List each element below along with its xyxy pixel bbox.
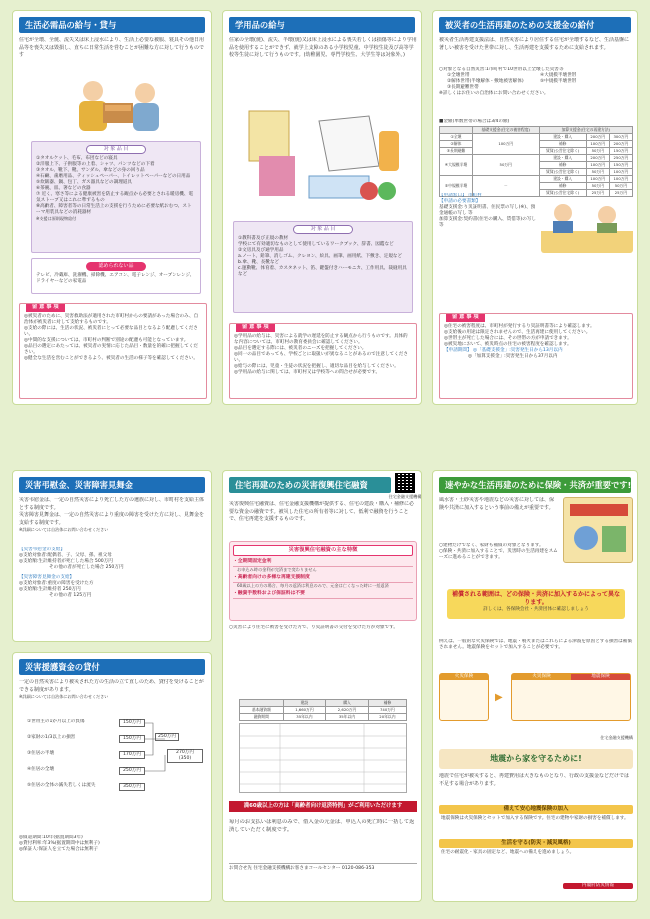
- item-1-detail: 学校にて有効適切なものとして使用しているワークブック、辞書、図鑑など: [238, 241, 394, 247]
- amount-table: 基礎支援金(住宅の被害程度) 加算支援金(住宅の再建方法) ①全壊 100万円 建設・購入 200万円 300万円 ②解体 補修 100万円 200万円 ③長期避難 賃貸(公営住宅除く) 50万円 150万円 ④大規模半壊 50万円 建設・購入 200万円 250万円 補修 100万円 150万円 賃貸(公営住宅除く) 50万円 100万円 ⑤中規模半壊 － 建設・購入 100万円 100万円 補修 50万円 50万円 賃貸(公営住宅除く) 25万円 25万円: [439, 126, 633, 197]
- example-body: 例えば、一般的な火災保険では、地震・噴火またはこれらによる津波を原因とする損害は補償されません。地震保険をセットで加入することが必要です。: [439, 639, 632, 651]
- loan-row-2: ②家財の1/3以上の損害: [27, 735, 76, 740]
- table-row: 補修 100万円 150万円: [440, 162, 633, 169]
- earthquake-insurance-label: 地震保険: [571, 674, 630, 680]
- section-2-body: 住宅の耐震化・家具の固定など、地震への備えを進めましょう。: [441, 850, 575, 856]
- earthquake-section-2: [439, 839, 633, 858]
- intro-section: [19, 497, 207, 533]
- item-4: ④石鹸、歯磨用品、ティッシュペーパー、トイレットペーパーなどの日用品: [36, 173, 191, 179]
- loan-table: 建設 購入 補修 基本融資額 1,660万円 2,620万円 740万円 融資期間 35年以内 35年以内 20年以内: [239, 699, 407, 721]
- not-accepted-text: テレビ、冷蔵庫、洗濯機、掃除機、エアコン、電子レンジ、オーブンレンジ、ドライヤーなどの家電品: [36, 272, 195, 284]
- feature-2-sub: 60歳以上の方の場合、毎月の返済は利息のみで、元金は亡くなった時に一括返済: [237, 583, 389, 589]
- panel-housing-loan: [222, 470, 422, 902]
- not-accepted-box: [31, 258, 201, 294]
- loan-conditions: [19, 835, 207, 895]
- loan-amount-2: 150万円: [119, 735, 145, 743]
- note-3: ◎同一の品目であっても、学校ごとに取扱いが異なることがあるので注意してください。: [234, 352, 408, 364]
- item-5: ⑤炊飯器、鍋、包丁、ガス器具などの調理道具: [36, 179, 132, 185]
- insurance-points: [439, 543, 559, 561]
- item-2b: b.傘、靴、長靴など: [238, 259, 280, 265]
- injury-item-2: ◎支給額:生計維持者 250万円: [19, 587, 81, 593]
- section-2-header: 生活を守る(防災・減災風格): [439, 839, 633, 848]
- target-2: ②解体世帯(半壊解体・敷地被害解体): [447, 79, 524, 85]
- application-section: [439, 193, 539, 243]
- section-1-header: 備えて安心地震保険の加入: [439, 805, 633, 814]
- item-3: ③タオル、靴下、靴、サンダル、傘などの身の回り品: [36, 167, 145, 173]
- panel-title: 被災者の生活再建のための支援金の給付: [439, 17, 631, 33]
- point-1: ○建物だけでなく、家財も補償の対象となります。: [439, 543, 544, 548]
- qr-code-icon[interactable]: [395, 473, 415, 493]
- table-row: 基本融資額 1,660万円 2,620万円 740万円: [240, 707, 407, 714]
- panel-school-supplies: [222, 10, 422, 405]
- illustration-insurance-poster: [563, 497, 633, 563]
- table-row: ③長期避難 賃貸(公営住宅除く) 50万円 150万円: [440, 148, 633, 155]
- table-row: 賃貸(公営住宅除く) 50万円 100万円: [440, 169, 633, 176]
- target-items-header: 対 象 品 目: [293, 225, 353, 234]
- item-6: ⑥茶碗、皿、箸などの食器: [36, 185, 91, 191]
- table-row: ④大規模半壊 50万円 建設・購入 200万円 250万円: [440, 155, 633, 162]
- notes-box: [229, 323, 417, 399]
- illustration-delivery: [53, 73, 173, 135]
- panel-title: 災害援護資金の貸付: [19, 659, 205, 675]
- disaster-info-link[interactable]: 内閣府防災情報: [563, 883, 633, 889]
- table-row: ①全壊 100万円 建設・購入 200万円 300万円: [440, 134, 633, 141]
- apply-window: 【申請窓口】 市町村: [439, 193, 482, 198]
- injury-item-3: その他の者 125万円: [49, 593, 92, 599]
- eligibility-note: ○災害により住宅に被害を受けた方で、り災証明書の交付を受けた方が対象です。: [229, 625, 398, 630]
- intro-section: [19, 679, 207, 700]
- target-note: ※詳しくはお住いの自治体にお問い合わせください。: [439, 91, 549, 97]
- section-1-body: 地震保険は火災保険とセットで加入する保険です。住宅の建物や家財の損害を補償します。: [441, 816, 629, 822]
- notes-badge: 留 意 事 項: [446, 313, 485, 322]
- contact-info: お問合せ先 住宅金融支援機構お客さまコールセンター 0120-086-353: [229, 863, 417, 872]
- panel-title: 住宅再建のための災害復興住宅融資: [229, 477, 391, 493]
- condition-2: ◎貸付利率:年3%(据置期間中は無利子): [19, 841, 100, 847]
- docs-header: 【申請の必要書類】: [439, 199, 481, 205]
- earthquake-section-1: [439, 805, 633, 824]
- panel-condolence-money: [12, 470, 212, 642]
- target-items-header: 対 象 品 目: [86, 145, 146, 154]
- feature-1-sub: お申込み時の金利が完済まで変わりません: [237, 567, 317, 573]
- intro-text: 風水害・土砂災害や地震などの災害に対しては、保険や共済に加入するという事前の備えが重要です。: [439, 497, 555, 511]
- target-3: ③長期避難世帯: [447, 85, 479, 91]
- doc-1: 基礎支援金:り災証明書、住民票の写し(※)、預金通帳の写し 等: [439, 205, 536, 217]
- injury-header: 【災害障害見舞金の支給】: [19, 575, 75, 581]
- loan-row-4: ④住居の全壊: [27, 767, 55, 772]
- item-7: ⑦ 近く、寒さ等による健康被害を防止する観点から必要とされる暖房機、電気ストーブ又はこれに準ずるもの: [36, 191, 194, 204]
- period-basic: ◎「基礎支援金」:災害発生日から13月以内: [473, 348, 563, 354]
- feature-2: ・高齢者向けの多様な再建支援制度: [233, 574, 413, 583]
- features-header: 災害復興住宅融資の主な特徴: [233, 545, 413, 556]
- table-row: 融資期間 35年以内 35年以内 20年以内: [240, 714, 407, 721]
- panel-relief-loan: [12, 652, 212, 902]
- loan-amount-5: 350万円: [119, 783, 145, 791]
- item-2: ②文房具及び通学用品: [238, 247, 284, 253]
- qr-label: 住宅金融支援機構: [388, 494, 422, 499]
- loan-sum-2: 270万円(350): [167, 749, 203, 763]
- table-row: ②解体 補修 100万円 200万円: [440, 141, 633, 148]
- target-1: ①全壊世帯: [447, 73, 470, 79]
- item-note: ※支援は原則現物給付: [36, 216, 77, 222]
- note-1: ◎被災者のために、災害救助法が適用された市町村からの要請があった場合のみ、自治体が被災者に対して支給するものです。: [24, 314, 199, 326]
- item-2: ②洋服上下、子供服等の上着、シャツ、パンツなどの下着: [36, 161, 155, 167]
- detail-table-area: [239, 723, 407, 793]
- item-2a: a.ノート、鉛筆、消しゴム、クレヨン、絵具、画筆、画用紙、下敷き、定規など: [238, 253, 403, 259]
- elderly-special-body: 毎月のお支払いは利息のみで、借入金の元金は、申込人の死亡時に一括して返済していただく制度です。: [229, 819, 415, 833]
- elderly-special-band: 満60歳以上の方は「高齢者向け返済特例」がご利用いただけます: [229, 801, 417, 812]
- panel-insurance: [432, 470, 638, 902]
- coverage-slogan: [447, 589, 625, 619]
- target-header: ○対象となる自然災害:1市町村で10世帯以上全壊した災害等: [439, 67, 564, 72]
- target-5: ⑤中規模半壊世帯: [540, 79, 577, 85]
- note-4: ◎品目の選定にあたっては、被災者の実情に応じた品目・数量を的確に把握してください。: [24, 344, 198, 356]
- feature-3: ・融資手数料および保証料は不要: [233, 590, 413, 599]
- loan-amount-3: 170万円: [119, 751, 145, 759]
- note-3: ◎中間的な支援については、市町村の判断で別途の配慮も可能となっています。: [24, 338, 189, 344]
- bottom-title: 地震から家を守るために!: [439, 749, 633, 769]
- loan-sum-1: 250万円: [155, 733, 179, 741]
- note-1: ◎学用品の給与は、災害による就学の遅延を防止する観点から行うものです。具体的な内容については、市町村の教育委員会に確認してください。: [234, 334, 408, 346]
- condolence-item-2: ◎支給額:生計維持者が死亡した場合 500万円: [19, 559, 113, 565]
- period-header: 【申請期間】: [444, 348, 472, 354]
- item-2c: c.運動靴、体育着、カスタネット、笛、鍵盤付きハーモニカ、工作用具、裁縫用具など: [238, 265, 407, 277]
- item-1: ①教科書及び正規の教材: [238, 235, 289, 241]
- item-1: ①タオルケット、毛布、布団などの寝具: [36, 155, 118, 161]
- loan-row-1: ①世帯主の1か月以上の負傷: [27, 719, 85, 724]
- features-box: [229, 541, 417, 621]
- intro-text: 一定の自然災害により被災された方の生活の立て直しのため、貸付を受けることができる制度があります。: [19, 679, 204, 693]
- loan-amount-4: 250万円: [119, 767, 145, 775]
- panel-daily-necessities: [12, 10, 212, 405]
- note-4: ◎被災地において、被災時点の住宅の被害程度を確認します。: [444, 342, 572, 348]
- intro-text: 被災者生活再建支援法は、自然災害により居住する住宅が全壊するなど、生活基盤に著しい被害を受けた世帯に対し、生活再建を支援するために支給されます。: [439, 37, 630, 51]
- loan-diagram: [27, 719, 203, 829]
- target-items-box: [233, 221, 413, 313]
- fire-insurance-label: 火災保険: [440, 674, 488, 680]
- table-row: 賃貸(公営住宅除く) 25万円 25万円: [440, 190, 633, 197]
- panel-title: 速やかな生活再建のために保険・共済が重要です!: [439, 477, 631, 493]
- note-2: ◎支給後の用途は限定されませんので、生活再建に使用してください。: [444, 330, 591, 336]
- note-2: ◎品目を選定する際には、被災者のニーズを把握してください。: [234, 346, 367, 352]
- table-row: 補修 50万円 50万円: [440, 183, 633, 190]
- illustration-counter: [541, 197, 633, 253]
- target-4: ④大規模半壊世帯: [540, 73, 577, 79]
- bottom-intro: 地震で住宅が被災すると、再建費用は大きなものとなり、行政の支援金などだけでは不足する場合があります。: [439, 773, 630, 787]
- fire-insurance-label-2: 火災保険: [512, 674, 571, 680]
- period-additional: ◎「加算支援金」:災害発生日から37月以内: [468, 354, 558, 360]
- table-title: ■金額(単数世帯の場合は3/4の額): [439, 119, 510, 124]
- slogan-sub: 詳しくは、各保険会社・共済団体に確認しましょう: [483, 606, 589, 612]
- intro-note: ※詳細については自治体にお問い合わせください: [19, 527, 109, 532]
- arrow-right-icon: ▶: [495, 692, 503, 703]
- panel-reconstruction-support: [432, 10, 638, 405]
- insurance-diagram: [439, 669, 633, 735]
- item-8: ⑧高齢者、障害者等の日常生活上の支援を行うために必要な紙おむつ、ストーマ用装具などの消耗器材: [36, 204, 192, 216]
- doc-2: 加算支援金:契約書(住宅の購入、賃借等)の写し等: [439, 217, 537, 229]
- condolence-item-1: ◎支給対象者:配偶者、子、父母、孫、祖父母: [19, 553, 112, 559]
- note-4: ◎給与の際には、児童・生徒の状況を把握し、適切な品目を給与してください。: [234, 364, 399, 370]
- panel-title: 生活必需品の給与・貸与: [19, 17, 205, 33]
- panel-title: 学用品の給与: [229, 17, 415, 33]
- point-2: ○保険・共済に加入することで、災害時の生活再建をスムーズに進めることができます。: [439, 549, 558, 561]
- intro-note: ※詳細については自治体にお問い合わせください: [19, 694, 109, 699]
- target-section: [439, 67, 633, 117]
- note-1: ◎住宅の被害程度は、市町村が発行するり災証明書等により確認します。: [444, 324, 595, 329]
- condolence-header: 【災害弔慰金の支給】: [19, 547, 65, 552]
- intro-2: 災害障害見舞金は、一定の自然災害により重度の障害を受けた方に対し、見舞金を支給する制度です。: [19, 512, 205, 526]
- condolence-details: [19, 547, 207, 637]
- target-items-box: [31, 141, 201, 253]
- injury-item-1: ◎支給対象者:重度の障害を受けた方: [19, 581, 94, 587]
- notes-box: [19, 303, 207, 399]
- panel-title: 災害弔慰金、災害障害見舞金: [19, 477, 205, 493]
- loan-row-3: ③住居の半壊: [27, 751, 55, 756]
- notes-badge: 留 意 事 項: [26, 303, 65, 312]
- notes-badge: 留 意 事 項: [236, 323, 275, 332]
- loan-amount-1: 150万円: [119, 719, 145, 727]
- source-label: 住宅金融支援機構: [600, 735, 633, 740]
- condition-1: ◎償還期間:10年(据置期間3年): [19, 835, 83, 840]
- condolence-item-3: その他の者が死亡した場合 250万円: [49, 565, 124, 571]
- not-accepted-header: 認められない品: [86, 262, 146, 271]
- note-3: ◎世帯主が死亡した場合には、その世帯の方が申請できます。: [444, 336, 572, 342]
- intro-1: 災害弔慰金は、一定の自然災害により死亡した方の遺族に対し、市町村を支給主体とする制度です。: [19, 497, 205, 511]
- intro-text: 住宅が全壊、全焼、流失又は床上浸水により、生活上必要な被服、寝具その他日用品等を喪失又は毀損し、直ちに日常生活を営むことが困難な方に対して行うものです: [19, 37, 205, 58]
- notes-box: [439, 313, 633, 399]
- illustration-school-items: [239, 91, 411, 211]
- note-5: ◎健全な生活を営むことができるよう、被災者の生活の様子等を確認してください。: [24, 356, 198, 362]
- loan-row-5: ⑤住居の全体の滅失若しくは流失: [27, 783, 96, 788]
- intro-text: 住家の全壊(焼)、流失、半壊(焼)又は床上浸水による喪失若しくは損傷等により学用品を使用することができず、就学上支障のある小学校児童、中学校生徒及び高等学校等生徒に対して行うものです。(幼稚園児、専門学校生、大学生等は対象外。): [229, 37, 417, 58]
- slogan-text: 補償される範囲は、どの保険・共済に加入するかによって異なります。: [451, 591, 620, 606]
- table-row: ⑤中規模半壊 － 建設・購入 100万円 100万円: [440, 176, 633, 183]
- intro-text: 災害復興住宅融資は、住宅金融支援機構が提供する、住宅の建設・購入・補修に必要な資金の融資です。被災した住宅の所有者等に対して、低利で融資を行うことで、住宅再建を支援するものです。: [229, 501, 415, 522]
- feature-1: ・全期間固定金利: [233, 558, 413, 567]
- note-5: ◎学用品の給与に関しては、市町村又は学校等への問合せが必要です。: [234, 370, 381, 376]
- note-2: ◎支給の際には、生活の状況、被災者にとって必要な品目となるよう配慮してください。: [24, 326, 198, 338]
- condition-3: ◎保証人:保証人を立てた場合は無利子: [19, 847, 99, 853]
